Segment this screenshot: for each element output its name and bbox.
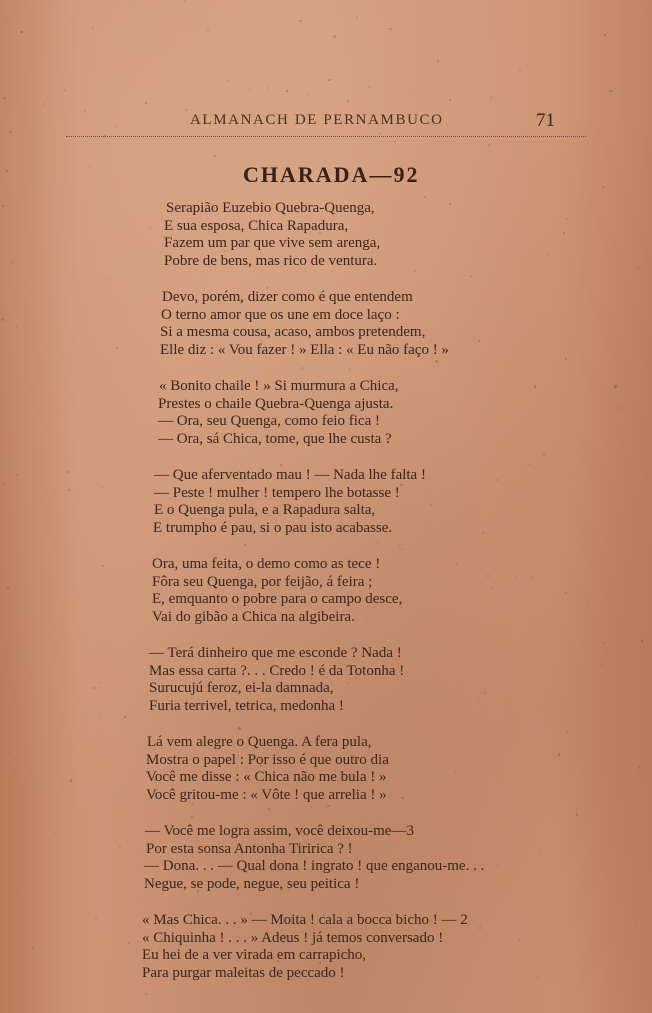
paper-speck (93, 687, 95, 689)
paper-speck (576, 813, 578, 815)
paper-speck (16, 474, 18, 476)
paper-speck (18, 61, 19, 62)
paper-speck (123, 316, 124, 317)
paper-speck (67, 471, 69, 473)
paper-speck (117, 851, 118, 852)
paper-speck (641, 640, 643, 642)
paper-speck (145, 393, 147, 395)
paper-speck (394, 141, 396, 143)
paper-speck (220, 146, 221, 147)
page-number: 71 (536, 110, 555, 131)
paper-speck (299, 20, 302, 23)
poem-line: Você me disse : « Chica não me bula ! » (146, 769, 387, 785)
poem-line: E trumpho é pau, si o pau isto acabasse. (153, 519, 393, 536)
paper-speck (267, 87, 269, 89)
paper-speck (319, 962, 321, 964)
paper-speck (401, 797, 403, 799)
paper-speck (538, 850, 540, 852)
poem-line: Furia terrivel, tetrica, medonha ! (149, 697, 344, 714)
paper-speck (214, 707, 217, 710)
poem-line: — Terá dinheiro que me esconde ? Nada ! (149, 645, 402, 661)
poem-line: E, emquanto o pobre para o campo desce, (152, 591, 403, 607)
running-title: ALMANACH DE PERNAMBUCO (190, 112, 444, 128)
paper-speck (124, 716, 126, 718)
paper-speck (269, 9, 271, 11)
paper-speck (543, 454, 545, 456)
paper-speck (401, 549, 402, 550)
header-rule (66, 136, 586, 137)
poem-line: E o Quenga pula, e a Rapadura salta, (154, 502, 376, 518)
paper-speck (268, 387, 270, 389)
paper-speck (529, 464, 530, 465)
poem-line: « Mas Chica. . . » — Moita ! cala a bocca bicho ! — 2 (142, 912, 468, 928)
stanza (132, 289, 572, 359)
paper-speck (115, 125, 118, 128)
paper-speck (144, 154, 145, 155)
stanza (132, 823, 572, 893)
paper-speck (570, 753, 571, 754)
paper-speck (119, 846, 121, 848)
paper-speck (307, 93, 308, 94)
paper-speck (357, 677, 359, 679)
paper-speck (597, 169, 599, 171)
paper-speck (227, 80, 228, 81)
poem-line: Lá vem alegre o Quenga. A fera pula, (147, 734, 372, 750)
paper-speck (366, 616, 367, 617)
stanza (132, 200, 572, 270)
paper-speck (266, 287, 268, 289)
paper-speck (213, 103, 214, 104)
poem-line: Negue, se pode, negue, seu peitica ! (144, 875, 360, 892)
poem-line: O terno amor que os une em doce laço : (161, 306, 400, 323)
paper-speck (30, 773, 31, 774)
paper-speck (101, 487, 103, 489)
paper-speck (518, 938, 521, 941)
paper-speck (637, 267, 640, 270)
paper-speck (8, 752, 9, 753)
poem-line: Devo, porém, dizer como é que entendem (162, 289, 413, 305)
poem-line: Você gritou-me : « Vôte ! que arrelia ! » (146, 786, 387, 803)
paper-speck (87, 900, 89, 902)
paper-speck (400, 484, 403, 487)
paper-speck (425, 522, 427, 524)
poem-line: — Você me logra assim, você deixou-me—3 (145, 823, 414, 839)
paper-speck (638, 766, 640, 768)
poem-line: — Ora, sá Chica, tome, que lhe custa ? (158, 430, 392, 447)
paper-speck (472, 858, 473, 859)
paper-speck (227, 198, 228, 199)
paper-speck (647, 14, 648, 15)
paper-speck (488, 144, 490, 146)
paper-speck (567, 731, 569, 733)
paper-speck (3, 97, 6, 100)
paper-speck (489, 105, 490, 106)
stanza (132, 556, 572, 626)
paper-speck (133, 7, 134, 8)
poem-line: Para purgar maleitas de peccado ! (142, 964, 345, 981)
paper-speck (255, 691, 256, 692)
poem-line: « Chiquinha ! . . . » Adeus ! já temos conversado ! (142, 929, 444, 946)
paper-speck (102, 565, 104, 567)
paper-speck (2, 848, 3, 849)
paper-speck (635, 923, 637, 925)
paper-speck (197, 30, 198, 31)
stanza (132, 378, 572, 448)
stanza (132, 467, 572, 537)
poem-line: — Dona. . . — Qual dona ! ingrato ! que enganou-me. . . (144, 858, 485, 874)
paper-speck (496, 479, 498, 481)
poem-line: E sua esposa, Chica Rapadura, (164, 217, 349, 234)
paper-speck (100, 682, 102, 684)
page-header (190, 110, 570, 134)
paper-speck (228, 350, 229, 351)
paper-speck (316, 462, 317, 463)
paper-speck (2, 483, 4, 485)
paper-speck (490, 97, 493, 100)
paper-speck (322, 423, 323, 424)
stanza (132, 734, 572, 804)
poem-line: Eu hei de a ver virada em carrapicho, (142, 947, 367, 963)
paper-speck (184, 0, 186, 2)
paper-speck (437, 60, 439, 62)
poem-line: Elle diz : « Vou fazer ! » Ella : « Eu não faço ! » (160, 341, 449, 358)
poem-line: Prestes o chaile Quebra-Quenga ajusta. (158, 395, 394, 412)
paper-speck (229, 323, 230, 324)
paper-speck (368, 86, 370, 88)
paper-speck (347, 682, 349, 684)
paper-speck (12, 261, 13, 262)
paper-speck (7, 587, 9, 589)
paper-speck (618, 407, 620, 409)
paper-speck (430, 504, 432, 506)
paper-speck (145, 993, 147, 995)
poem-line: Fazem um par que vive sem arenga, (164, 235, 381, 251)
paper-speck (620, 7, 621, 8)
paper-speck (24, 82, 25, 83)
paper-speck (250, 913, 251, 914)
paper-speck (588, 604, 589, 605)
paper-speck (128, 942, 130, 944)
paper-speck (64, 89, 66, 91)
paper-speck (239, 471, 240, 472)
paper-speck (377, 541, 378, 542)
paper-speck (89, 166, 91, 168)
paper-speck (519, 69, 521, 71)
paper-speck (158, 949, 160, 951)
paper-speck (356, 17, 358, 19)
paper-speck (6, 170, 8, 172)
paper-speck (207, 29, 209, 31)
paper-speck (313, 67, 314, 68)
paper-speck (9, 131, 11, 133)
paper-speck (622, 446, 623, 447)
paper-speck (624, 237, 625, 238)
paper-speck (435, 360, 437, 362)
paper-speck (565, 592, 567, 594)
paper-speck (20, 31, 22, 33)
paper-speck (424, 196, 426, 198)
paper-speck (71, 184, 72, 185)
paper-speck (603, 642, 604, 643)
paper-speck (611, 90, 613, 92)
paper-speck (331, 79, 332, 80)
poem-line: « Bonito chaile ! » Si murmura a Chica, (159, 378, 399, 394)
paper-speck (104, 135, 106, 137)
paper-speck (516, 577, 517, 578)
paper-speck (604, 34, 606, 36)
paper-speck (571, 84, 572, 85)
paper-speck (49, 981, 51, 983)
paper-speck (487, 575, 489, 577)
paper-speck (268, 808, 270, 810)
poem-line: Serapião Euzebio Quebra-Quenga, (166, 200, 375, 216)
paper-speck (44, 103, 46, 105)
paper-speck (273, 121, 275, 123)
paper-speck (181, 348, 183, 350)
poem-body (132, 200, 572, 1001)
paper-speck (31, 673, 33, 675)
paper-speck (389, 28, 391, 30)
poem-line: — Peste ! mulher ! tempero lhe botasse ! (154, 484, 400, 501)
paper-speck (162, 244, 163, 245)
poem-title: CHARADA—92 (243, 162, 420, 187)
paper-speck (280, 464, 282, 466)
paper-speck (254, 757, 256, 759)
poem-line: Surucujú feroz, ei-la damnada, (149, 680, 334, 696)
paper-speck (93, 148, 94, 149)
paper-speck (601, 664, 603, 666)
paper-speck (573, 474, 574, 475)
paper-speck (639, 449, 640, 450)
paper-speck (598, 760, 599, 761)
paper-speck (257, 848, 259, 850)
paper-speck (70, 779, 72, 781)
paper-speck (54, 833, 57, 836)
paper-speck (145, 102, 147, 104)
paper-speck (197, 890, 200, 893)
paper-speck (634, 628, 635, 629)
paper-speck (301, 367, 303, 369)
paper-speck (223, 250, 225, 252)
paper-speck (359, 907, 361, 909)
poem-line: Si a mesma cousa, acaso, ambos pretendem, (160, 324, 426, 340)
paper-speck (170, 887, 172, 889)
paper-speck (342, 317, 343, 318)
paper-speck (347, 100, 349, 102)
paper-speck (579, 231, 582, 234)
paper-speck (84, 110, 86, 112)
stanza (132, 645, 572, 715)
paper-speck (162, 405, 164, 407)
paper-speck (59, 524, 60, 525)
paper-speck (249, 88, 251, 90)
paper-speck (627, 893, 629, 895)
paper-speck (117, 794, 118, 795)
paper-speck (409, 92, 410, 93)
paper-speck (614, 385, 616, 387)
paper-speck (80, 119, 81, 120)
paper-speck (555, 532, 556, 533)
paper-speck (56, 407, 58, 409)
paper-speck (286, 90, 288, 92)
paper-speck (185, 109, 188, 112)
poem-line: Mostra o papel : Por isso é que outro dia (146, 751, 389, 768)
paper-speck (100, 713, 101, 714)
poem-line: — Ora, seu Quenga, como feio fica ! (158, 413, 380, 429)
paper-speck (244, 544, 246, 546)
paper-speck (68, 693, 69, 694)
paper-speck (586, 973, 588, 975)
paper-speck (5, 18, 7, 20)
poem-line: Por esta sonsa Antonha Tiririca ? ! (146, 840, 353, 857)
stanza (132, 912, 572, 982)
paper-speck (16, 326, 18, 328)
paper-speck (1, 318, 4, 321)
paper-speck (609, 90, 611, 92)
paper-speck (192, 647, 193, 648)
paper-speck (105, 96, 106, 97)
paper-speck (159, 123, 160, 124)
paper-speck (2, 205, 4, 207)
paper-speck (602, 186, 604, 188)
paper-speck (323, 914, 325, 916)
paper-speck (379, 133, 380, 134)
paper-speck (262, 830, 264, 832)
poem-line: Vai do gibão a Chica na algibeira. (152, 608, 355, 625)
paper-speck (395, 336, 398, 339)
paper-speck (388, 106, 389, 107)
paper-speck (449, 99, 451, 101)
paper-speck (327, 805, 329, 807)
paper-speck (108, 278, 109, 279)
paper-speck (214, 155, 216, 157)
paper-speck (95, 917, 97, 919)
poem-line: Pobre de bens, mas rico de ventura. (164, 252, 378, 269)
poem-line: — Que aferventado mau ! — Nada lhe falta ! (154, 467, 426, 483)
paper-speck (333, 35, 336, 38)
poem-line: Ora, uma feita, o demo como as tece ! (152, 556, 381, 572)
paper-speck (548, 815, 549, 816)
paper-speck (499, 761, 500, 762)
paper-speck (328, 79, 330, 81)
poem-line: Mas essa carta ?. . . Credo ! é da Totonha ! (149, 662, 405, 679)
paper-speck (50, 503, 52, 505)
paper-speck (612, 359, 613, 360)
paper-speck (558, 753, 560, 755)
paper-speck (435, 969, 437, 971)
paper-speck (319, 232, 321, 234)
paper-speck (68, 489, 71, 492)
paper-speck (482, 532, 484, 534)
paper-speck (75, 584, 77, 586)
paper-speck (92, 27, 94, 29)
paper-speck (454, 772, 456, 774)
paper-speck (116, 347, 118, 349)
paper-speck (607, 594, 608, 595)
paper-speck (34, 282, 36, 284)
paper-speck (238, 727, 241, 730)
paper-speck (615, 242, 616, 243)
paper-speck (534, 385, 536, 387)
paper-speck (32, 947, 33, 948)
poem-line: Fôra seu Quenga, por feijão, á feira ; (152, 573, 373, 590)
paper-speck (565, 358, 567, 360)
